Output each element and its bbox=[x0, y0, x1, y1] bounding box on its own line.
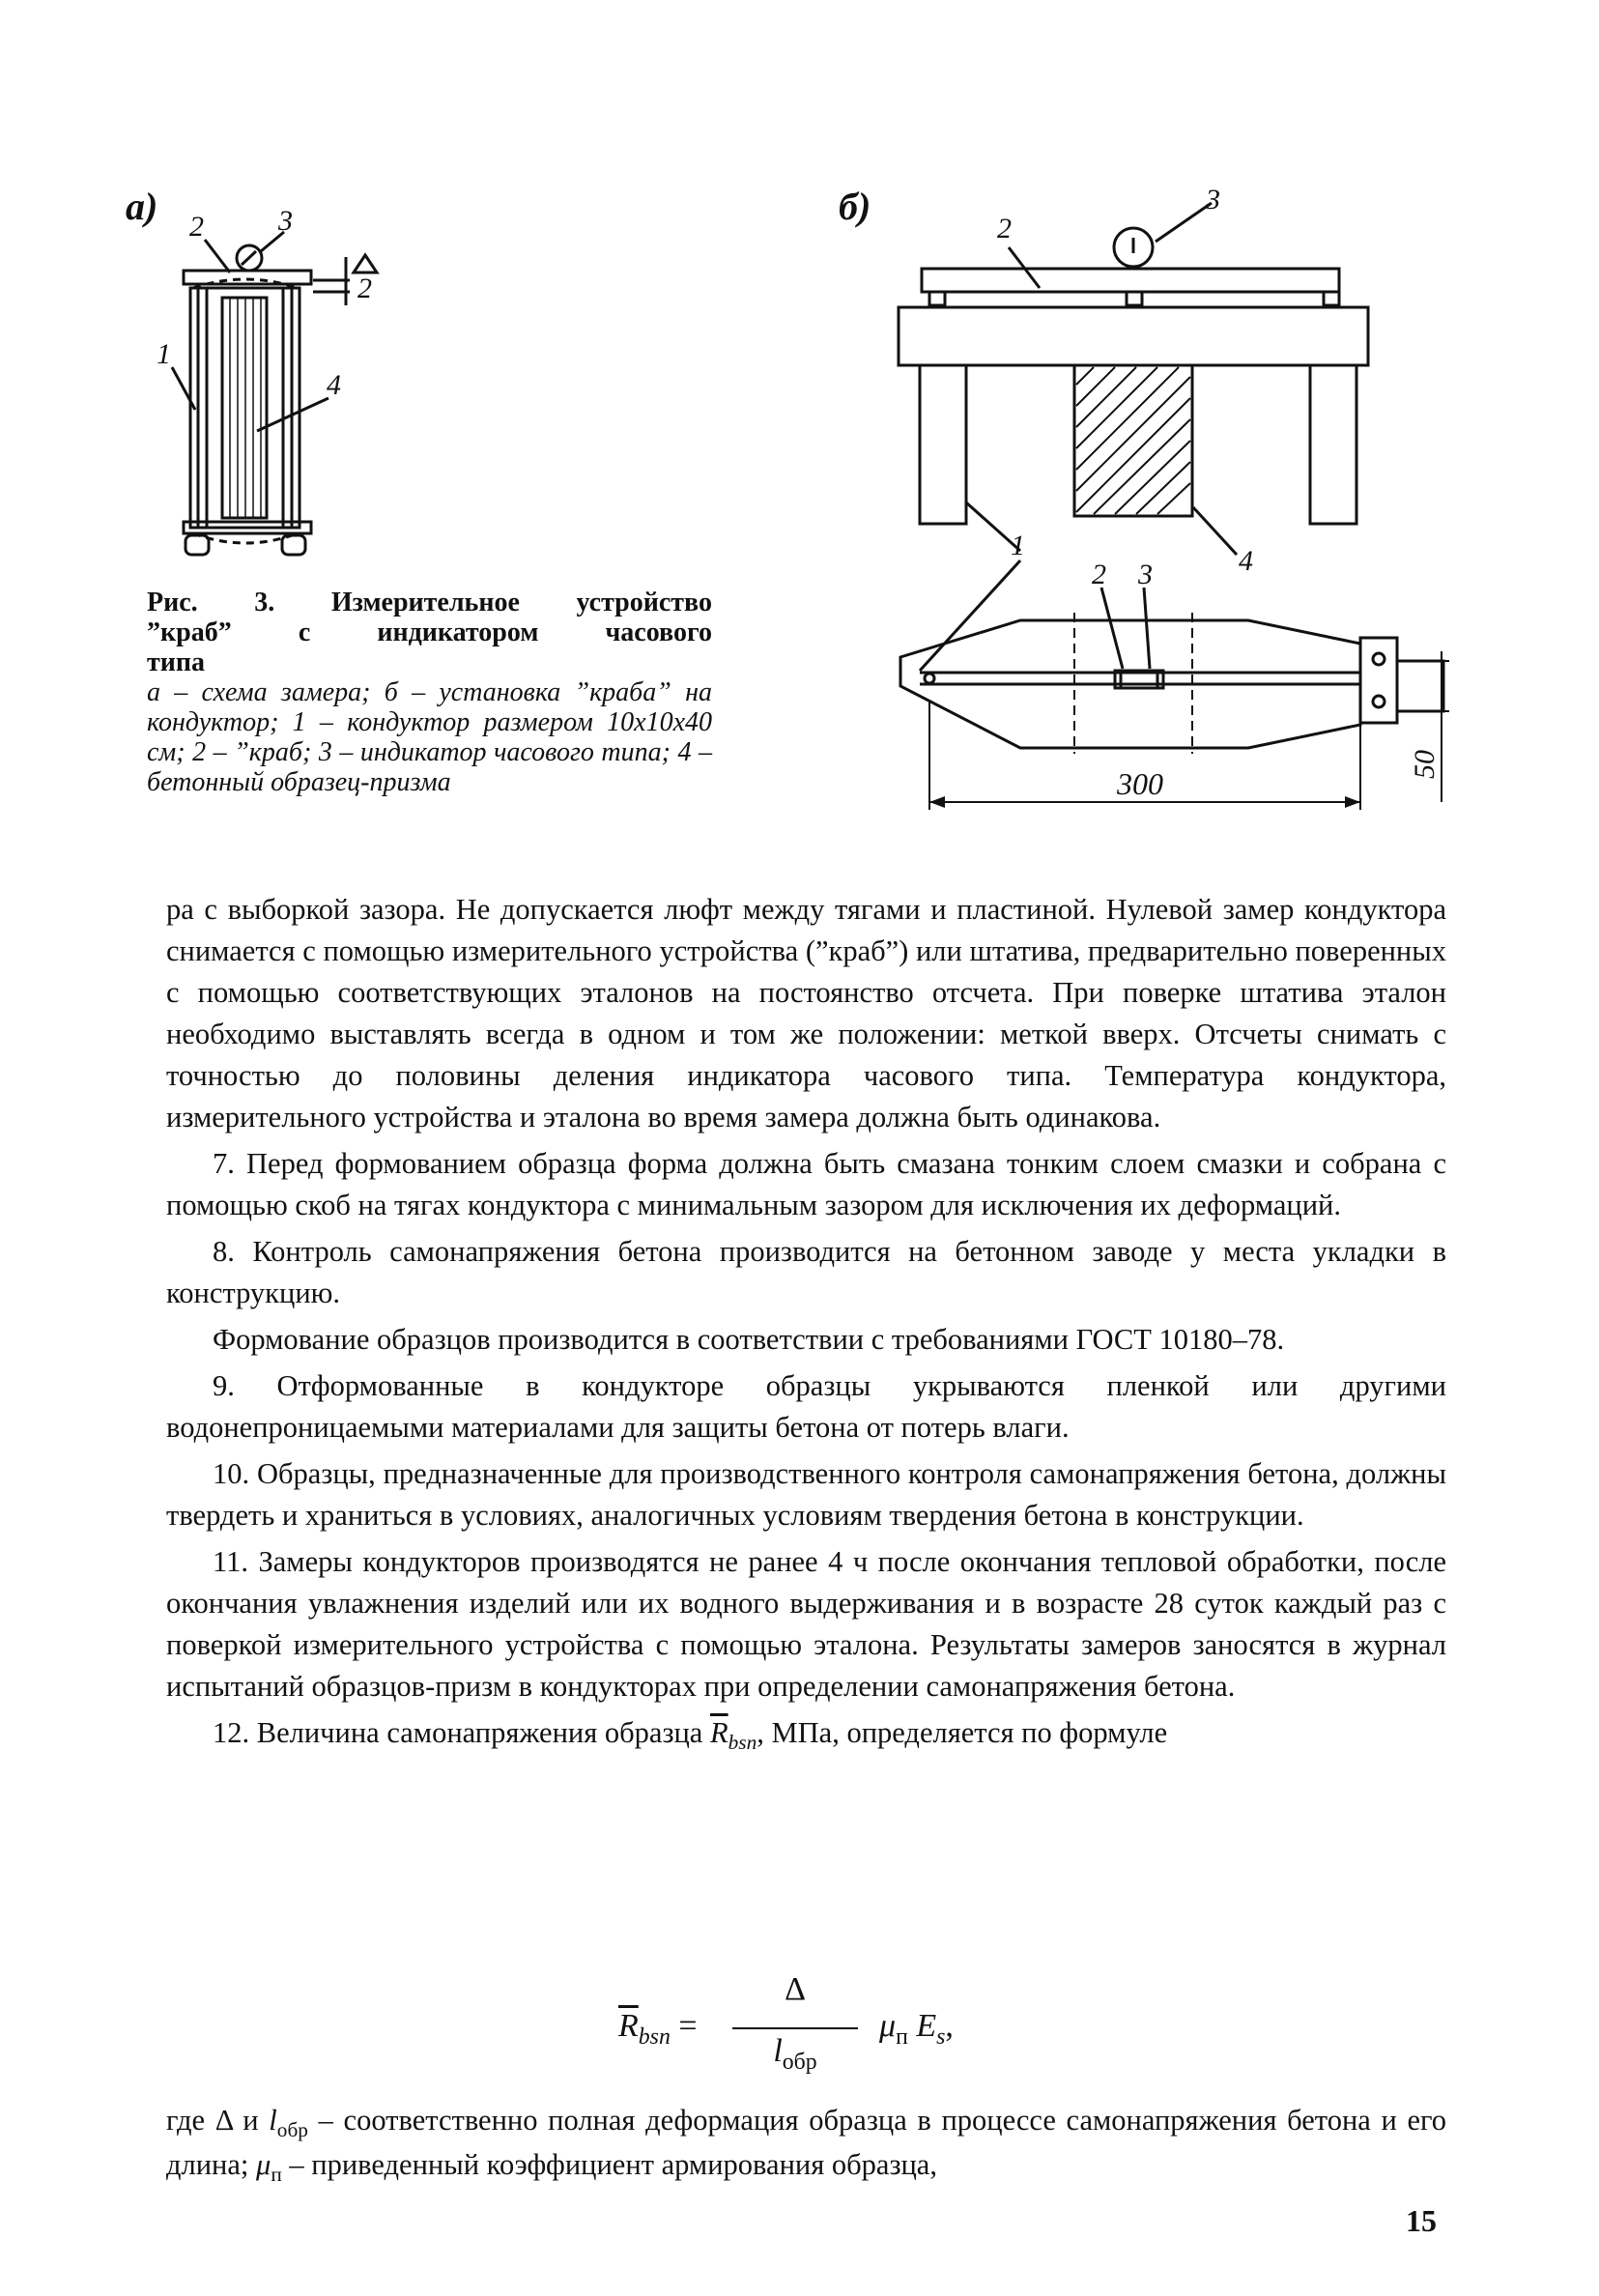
paragraph-12 bbox=[166, 1712, 1446, 1764]
label-3-a: 3 bbox=[278, 205, 293, 237]
paragraph-8-gost: Формование образцов производится в соответствии с требованиями ГОСТ 10180–78. bbox=[213, 1323, 1285, 1356]
formula-rhs: $\mu_п$ $E_s$, bbox=[879, 2008, 954, 2050]
fraction-bar bbox=[732, 2027, 858, 2029]
body-text bbox=[166, 889, 1446, 1764]
paragraph-10: 10. Образцы, предназначенные для производственного контроля самонапряжения бетона, должны твердеть и храниться в условиях, аналогичных условиям твердения бетона в конструкции. bbox=[166, 1457, 1446, 1532]
r-bsn-symbol: $\overline{R}$ bbox=[709, 1716, 728, 1749]
r-bsn-subscript: bsn bbox=[728, 1731, 757, 1755]
label-2-b: 2 bbox=[997, 213, 1012, 244]
caption-title-line-3: типа bbox=[147, 647, 206, 677]
paragraph-continuation: ра с выборкой зазора. Не допускается люфт между тягами и пластиной. Нулевой замер кондуктора снимается с помощью измерительного устройства (”краб”) или штатива, предварительно поверенных с помощью соответствующих эталонов на постоянство отсчета. При поверке штатива эталон необходимо выставлять всегда в одном и том же положении: меткой вверх. Отсчеты снимать с точностью до половины деления индикатора часового типа. Температура кондуктора, измерительного устройства и эталона во время замера должна быть одинакова. bbox=[166, 893, 1446, 1134]
figure-caption bbox=[147, 588, 712, 797]
figure-a bbox=[126, 184, 531, 580]
dimension-300: 300 bbox=[1117, 766, 1163, 801]
paragraph-7: 7. Перед формованием образца форма должна быть смазана тонким слоем смазки и собрана с помощью скоб на тягах кондуктора с минимальным зазором для исключения их деформаций. bbox=[166, 1147, 1446, 1221]
label-4-b: 4 bbox=[1239, 545, 1253, 577]
label-1-b: 1 bbox=[1011, 530, 1025, 561]
paragraph-9: 9. Отформованные в кондукторе образцы укрываются пленкой или другими водонепроницаемыми материалами для защиты бетона от потерь влаги. bbox=[166, 1369, 1446, 1444]
figure-b-letter: б) bbox=[839, 185, 871, 228]
crab-diagram-b bbox=[831, 184, 1469, 860]
dimension-50: 50 bbox=[1409, 750, 1441, 779]
paragraph-8: 8. Контроль самонапряжения бетона производится на бетонном заводе у места укладки в конструкцию. bbox=[166, 1235, 1446, 1309]
label-2-a: 2 bbox=[189, 211, 204, 243]
caption-title-line-2: ”краб” с индикатором часового bbox=[147, 617, 712, 647]
paragraph-11: 11. Замеры кондукторов производятся не ранее 4 ч после окончания тепловой обработки, после окончания увлажнения изделий или их водного выдерживания и в возрасте 28 суток каждый раз с поверкой измерительного устройства с помощью эталона. Результаты замеров заносятся в журнал испытаний образцов-призм в кондукторах при определении самонапряжения бетона. bbox=[166, 1545, 1446, 1703]
figure-b bbox=[831, 184, 1469, 860]
label-delta-half: 2 bbox=[357, 273, 372, 304]
label-3-b: 3 bbox=[1206, 184, 1220, 215]
formula-lhs: $\overline{R}_{bsn}$ = bbox=[618, 2008, 698, 2050]
formula-denominator: $l_{обр}$ bbox=[773, 2033, 817, 2075]
caption-title-line-1: Рис. 3. Измерительное устройство bbox=[147, 588, 712, 617]
label-1-a: 1 bbox=[157, 338, 171, 370]
formula bbox=[618, 1971, 1159, 2078]
crab-diagram-a bbox=[126, 184, 531, 580]
label-3-plan: 3 bbox=[1138, 559, 1153, 590]
formula-explanation bbox=[166, 2103, 1446, 2192]
figure-a-letter: а) bbox=[126, 185, 158, 228]
formula-numerator: Δ bbox=[785, 1971, 806, 2007]
page-number: 15 bbox=[1406, 2203, 1437, 2238]
paragraph-12-text: 12. Величина самонапряжения образца bbox=[213, 1716, 710, 1749]
label-4-a: 4 bbox=[327, 369, 341, 401]
paragraph-12-end: , МПа, определяется по формуле bbox=[757, 1716, 1168, 1749]
caption-body: а – схема замера; б – установка ”краба” на кондуктор; 1 – кондуктор размером 10x10x40 см; 2 – ”краб; 3 – индикатор часового типа; 4 – бетонный образец-призма bbox=[147, 677, 712, 797]
label-2-plan: 2 bbox=[1092, 559, 1106, 590]
explanation-paragraph: где Δ и $l_{обр}$ – соответственно полная деформация образца в процессе самонапряжения бетона и его длина; $\mu_п$ – приведенный коэффициент армирования образца, bbox=[166, 2104, 1446, 2187]
